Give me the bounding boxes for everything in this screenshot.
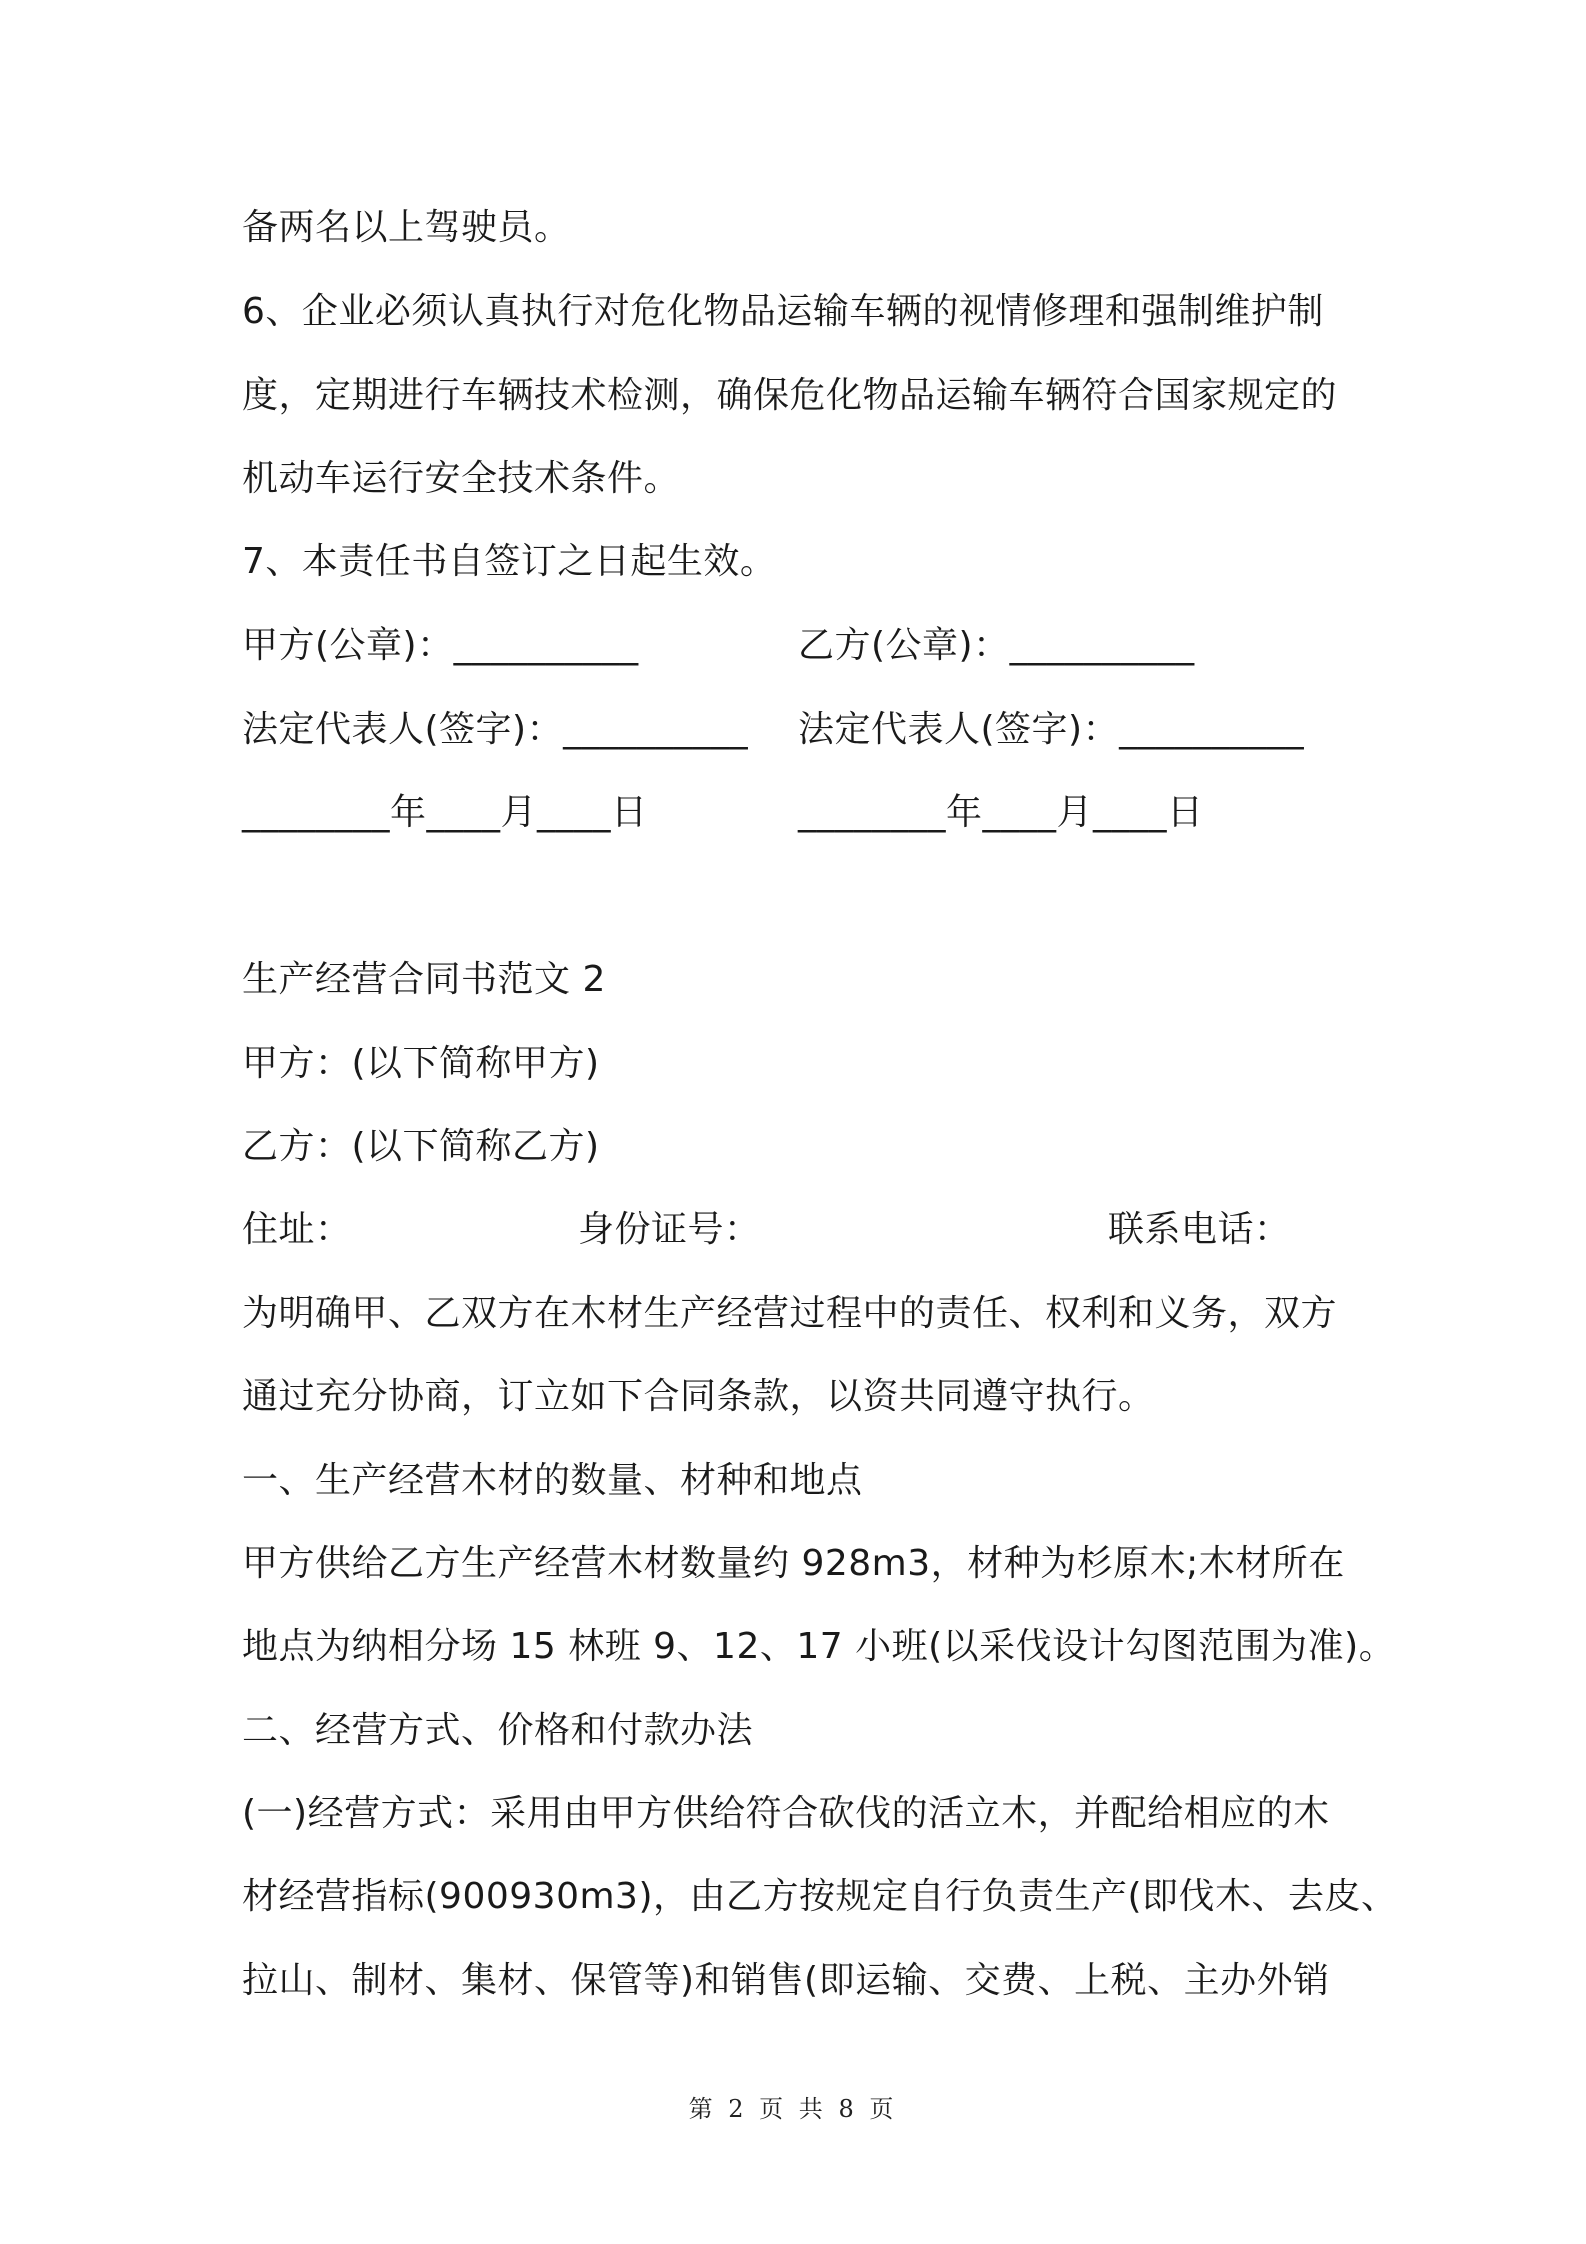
address-label: 住址： (242, 1209, 352, 1250)
text-line: 备两名以上驾驶员。 (242, 207, 571, 248)
text-line: 材经营指标(900930m3)，由乙方按规定自行负责生产(即伐木、去皮、 (242, 1876, 1398, 1917)
party-b-representative: 法定代表人(签字)：__________ (798, 709, 1305, 750)
party-b-line: 乙方：(以下简称乙方) (242, 1126, 600, 1167)
text-line: (一)经营方式：采用由甲方供给符合砍伐的活立木，并配给相应的木 (242, 1793, 1330, 1834)
party-a-line: 甲方：(以下简称甲方) (242, 1043, 600, 1084)
page-number-footer: 第 2 页 共 8 页 (688, 2095, 898, 2123)
text-line: 机动车运行安全技术条件。 (242, 458, 681, 499)
party-a-date: ________年____月____日 (242, 792, 648, 833)
section-heading: 二、经营方式、价格和付款办法 (242, 1710, 754, 1751)
party-b-date: ________年____月____日 (798, 792, 1204, 833)
text-line: 甲方供给乙方生产经营木材数量约 928m3，材种为杉原木;木材所在 (242, 1543, 1345, 1584)
text-line: 拉山、制材、集材、保管等)和销售(即运输、交费、上税、主办外销 (242, 1960, 1330, 2001)
text-line: 通过充分协商，订立如下合同条款，以资共同遵守执行。 (242, 1376, 1155, 1417)
section-title: 生产经营合同书范文 2 (242, 959, 606, 1000)
section-heading: 一、生产经营木材的数量、材种和地点 (242, 1460, 863, 1501)
text-line: 地点为纳相分场 15 林班 9、12、17 小班(以采伐设计勾图范围为准)。 (242, 1626, 1396, 1667)
party-a-representative: 法定代表人(签字)：__________ (242, 709, 749, 750)
text-line: 7、本责任书自签订之日起生效。 (242, 541, 777, 582)
text-line: 6、企业必须认真执行对危化物品运输车辆的视情修理和强制维护制 (242, 291, 1324, 332)
text-line: 度，定期进行车辆技术检测，确保危化物品运输车辆符合国家规定的 (242, 375, 1338, 416)
party-b-seal: 乙方(公章)：__________ (798, 625, 1195, 666)
phone-label: 联系电话： (1108, 1209, 1291, 1250)
party-a-seal: 甲方(公章)：__________ (242, 625, 639, 666)
id-number-label: 身份证号： (578, 1209, 761, 1250)
text-line: 为明确甲、乙双方在木材生产经营过程中的责任、权利和义务，双方 (242, 1293, 1338, 1334)
